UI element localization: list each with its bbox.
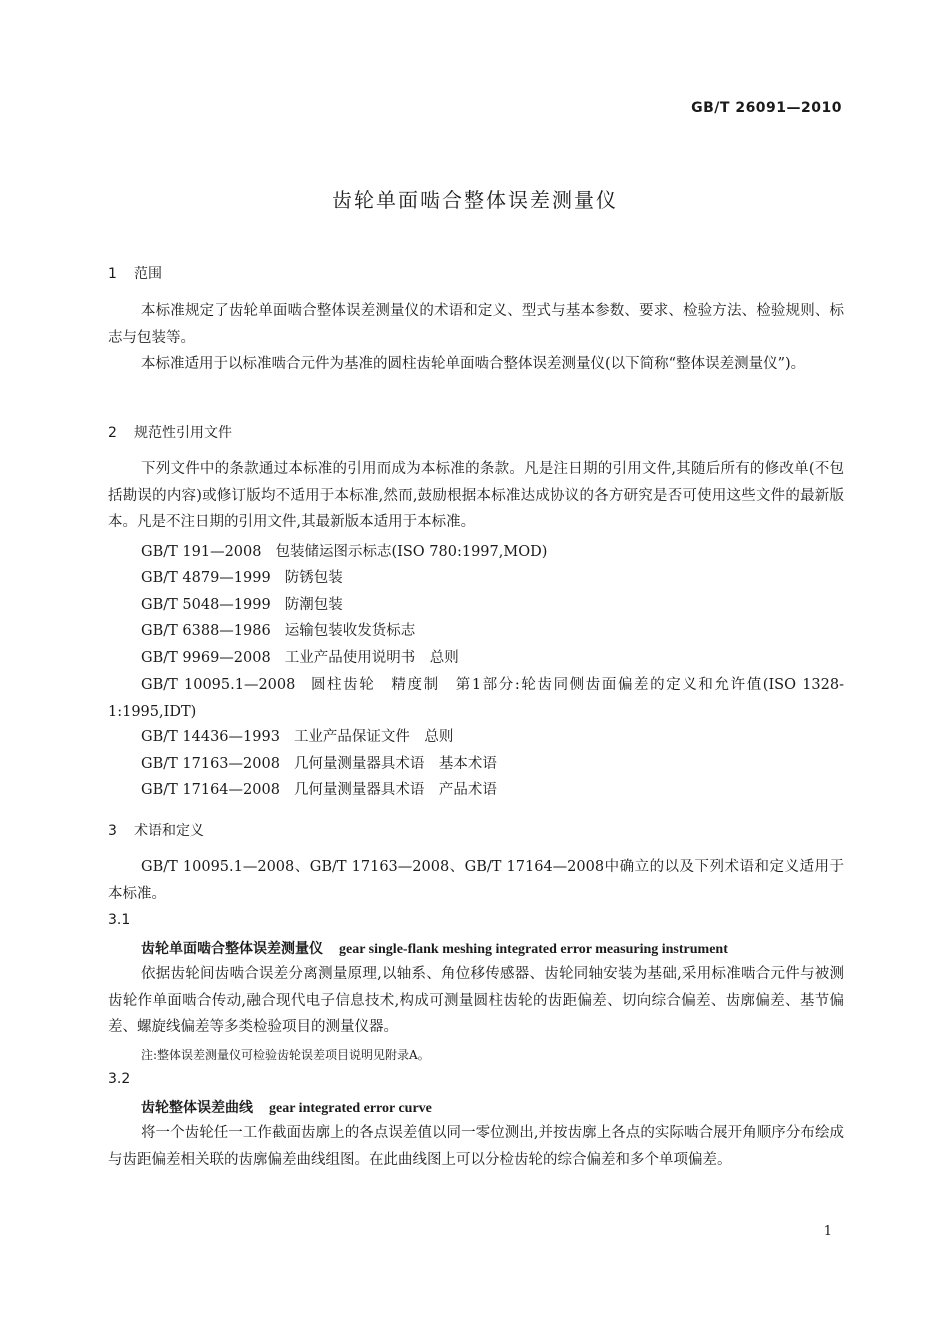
reference-code: GB/T 191—2008 <box>141 544 262 560</box>
reference-item <box>141 725 453 746</box>
reference-title: 工业产品保证文件 总则 <box>293 729 454 745</box>
reference-title: 运输包装收发货标志 <box>284 623 416 639</box>
term-chinese: 齿轮单面啮合整体误差测量仪 <box>141 941 323 957</box>
section-title: 范围 <box>134 266 162 282</box>
reference-code: GB/T 4879—1999 <box>141 570 271 586</box>
document-title: 齿轮单面啮合整体误差测量仪 <box>332 188 618 212</box>
term-english: gear integrated error curve <box>269 1101 432 1116</box>
term-heading <box>141 1097 432 1117</box>
references-intro-paragraph: 下列文件中的条款通过本标准的引用而成为本标准的条款。凡是注日期的引用文件,其随后所有的修改单(不包括勘误的内容)或修订版均不适用于本标准,然而,鼓励根据本标准达成协议的各方研究是否可使用这些文件的最新版本。凡是不注日期的引用文件,其最新版本适用于本标准。 <box>108 461 844 530</box>
reference-title: 防潮包装 <box>284 597 343 613</box>
reference-code: GB/T 10095.1—2008 <box>141 677 296 693</box>
section-title: 术语和定义 <box>134 823 204 839</box>
clause-number: 3.1 <box>108 912 131 928</box>
reference-title: 包装储运图示标志(ISO 780:1997,MOD) <box>275 544 548 560</box>
reference-item <box>141 778 497 799</box>
reference-title: 几何量测量器具术语 产品术语 <box>293 782 497 798</box>
term-definition: 将一个齿轮任一工作截面齿廓上的各点误差值以同一零位测出,并按齿廓上各点的实际啮合展开角顺序分布绘成与齿距偏差相关联的齿廓偏差曲线组图。在此曲线图上可以分检齿轮的综合偏差和多个单项偏差。 <box>108 1125 844 1168</box>
clause-number: 3.2 <box>108 1071 131 1087</box>
reference-code: GB/T 14436—1993 <box>141 729 280 745</box>
reference-title: 防锈包装 <box>284 570 343 586</box>
section-heading-scope <box>108 263 162 283</box>
reference-title: 圆柱齿轮 精度制 第1部分:轮齿同侧齿面偏差的定义和允许值(ISO 1328-1:1995,IDT) <box>108 677 844 720</box>
scope-paragraph-1: 本标准规定了齿轮单面啮合整体误差测量仪的术语和定义、型式与基本参数、要求、检验方法、检验规则、标志与包装等。 <box>108 303 844 346</box>
reference-item <box>141 540 547 561</box>
reference-item <box>141 593 343 614</box>
section-title: 规范性引用文件 <box>134 425 232 441</box>
reference-item <box>141 752 497 773</box>
reference-code: GB/T 17163—2008 <box>141 756 280 772</box>
reference-code: GB/T 17164—2008 <box>141 782 280 798</box>
term-definition: 依据齿轮间齿啮合误差分离测量原理,以轴系、角位移传感器、齿轮同轴安装为基础,采用标准啮合元件与被测齿轮作单面啮合传动,融合现代电子信息技术,构成可测量圆柱齿轮的齿距偏差、切向综合偏差、齿廓偏差、基节偏差、螺旋线偏差等多类检验项目的测量仪器。 <box>108 966 844 1035</box>
reference-item <box>141 566 343 587</box>
term-english: gear single-flank meshing integrated error measuring instrument <box>339 942 728 957</box>
reference-code: GB/T 9969—2008 <box>141 650 271 666</box>
reference-code: GB/T 6388—1986 <box>141 623 271 639</box>
terms-intro-paragraph: GB/T 10095.1—2008、GB/T 17163—2008、GB/T 17164—2008中确立的以及下列术语和定义适用于本标准。 <box>108 859 844 902</box>
section-number: 3 <box>108 823 117 839</box>
reference-title: 工业产品使用说明书 总则 <box>284 650 459 666</box>
reference-item <box>141 619 415 640</box>
reference-item <box>141 646 459 667</box>
scope-paragraph-2: 本标准适用于以标准啮合元件为基准的圆柱齿轮单面啮合整体误差测量仪(以下简称“整体误差测量仪”)。 <box>141 356 806 372</box>
term-heading <box>141 938 728 958</box>
reference-code: GB/T 5048—1999 <box>141 597 271 613</box>
reference-title: 几何量测量器具术语 基本术语 <box>293 756 497 772</box>
reference-item <box>108 672 844 725</box>
term-chinese: 齿轮整体误差曲线 <box>141 1100 253 1116</box>
section-number: 1 <box>108 266 117 282</box>
page-number: 1 <box>823 1224 832 1239</box>
note: 注:整体误差测量仪可检验齿轮误差项目说明见附录A。 <box>141 1048 430 1062</box>
section-number: 2 <box>108 425 117 441</box>
section-heading-normative-references <box>108 422 232 442</box>
standard-code: GB/T 26091—2010 <box>691 100 842 116</box>
section-heading-terms-definitions <box>108 820 204 840</box>
